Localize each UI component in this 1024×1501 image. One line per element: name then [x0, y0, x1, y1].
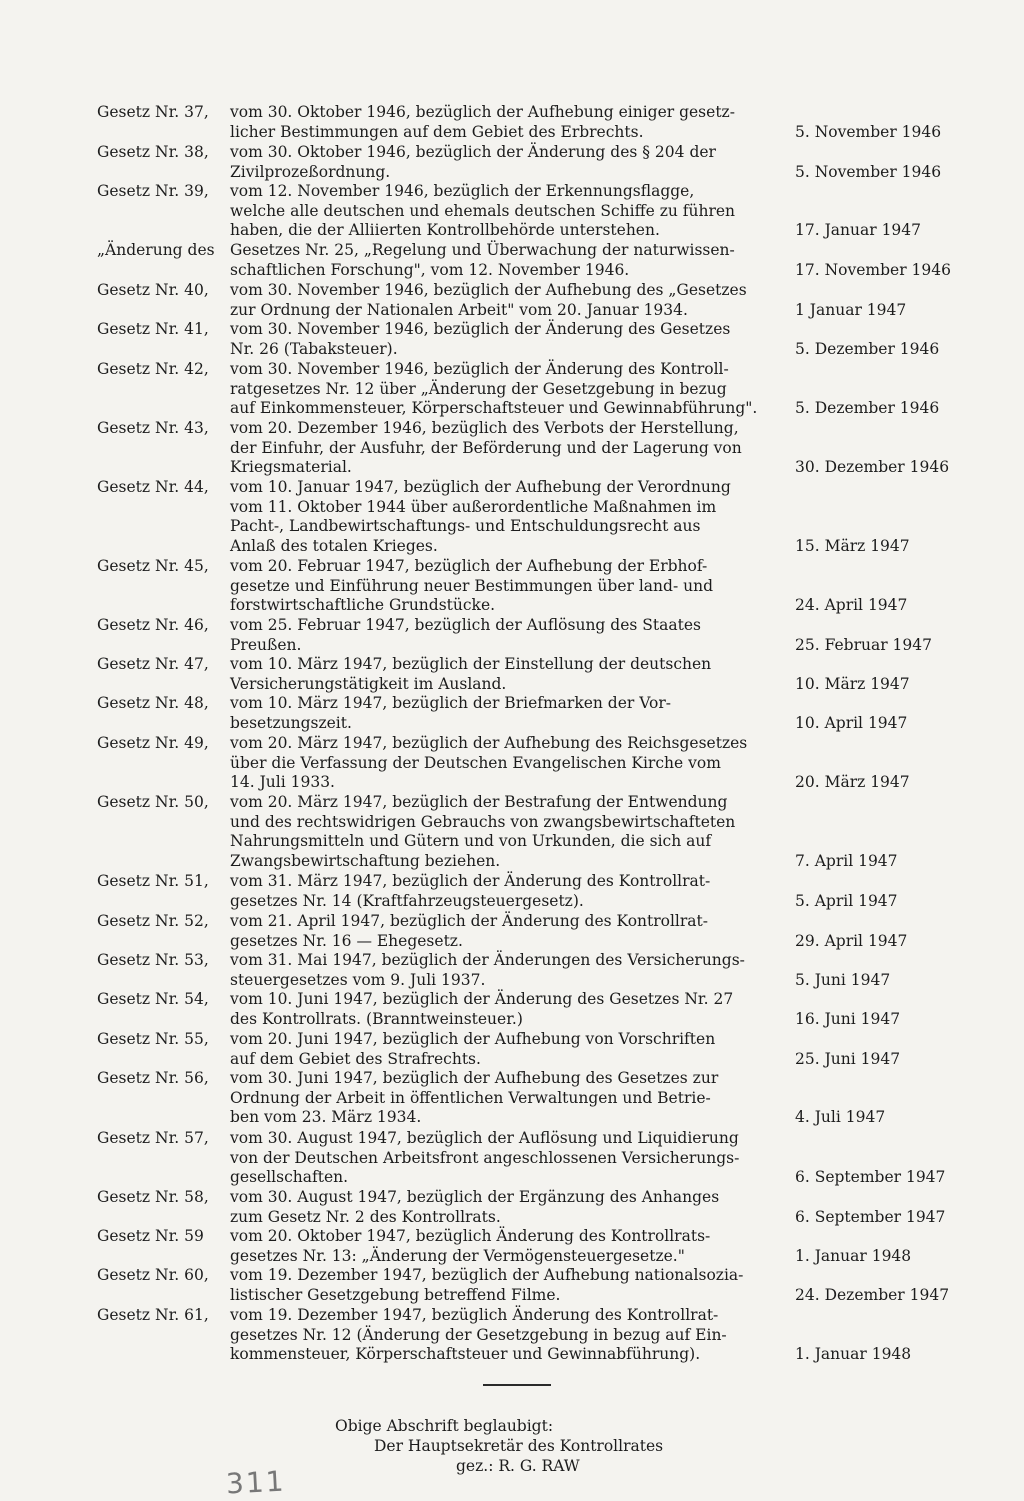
law-description-line: vom 19. Dezember 1947, bezüglich Änderung des Kontrollrat- [230, 1306, 719, 1324]
law-description-line: haben, die der Alliierten Kontrollbehörde unterstehen. [230, 221, 660, 240]
law-description-line: kommensteuer, Körperschaftsteuer und Gewinnabführung). [230, 1345, 701, 1364]
law-effective-date: 4. Juli 1947 [795, 1108, 886, 1127]
law-description [230, 694, 775, 733]
law-label: Gesetz Nr. 39, [97, 182, 209, 200]
law-description-line: welche alle deutschen und ehemals deutschen Schiffe zu führen [230, 201, 736, 220]
law-description-line: vom 30. Oktober 1946, bezüglich der Änderung des § 204 der [230, 143, 716, 161]
law-description-line: vom 10. März 1947, bezüglich der Briefmarken der Vor- [230, 694, 671, 712]
law-description-line: ratgesetzes Nr. 12 über „Änderung der Gesetzgebung in bezug [230, 379, 727, 398]
law-label: Gesetz Nr. 50, [97, 793, 209, 811]
law-description-line: über die Verfassung der Deutschen Evangelischen Kirche vom [230, 753, 721, 772]
law-description [230, 1266, 775, 1305]
law-description-line: Anlaß des totalen Krieges. [230, 537, 438, 556]
law-description [230, 912, 775, 951]
law-description [230, 557, 775, 616]
certification-signature: gez.: R. G. RAW [456, 1457, 580, 1475]
law-description-line: besetzungszeit. [230, 713, 352, 732]
law-description-line: vom 10. März 1947, bezüglich der Einstellung der deutschen [230, 655, 712, 673]
law-description-line: forstwirtschaftliche Grundstücke. [230, 596, 496, 615]
law-description-line: vom 31. März 1947, bezüglich der Änderung des Kontrollrat- [230, 872, 711, 890]
law-description-line: Nahrungsmitteln und Gütern und von Urkunden, die sich auf [230, 832, 712, 851]
law-description [230, 1069, 775, 1128]
law-description [230, 616, 775, 655]
law-description [230, 241, 775, 280]
law-effective-date: 25. Februar 1947 [795, 635, 932, 654]
law-description-line: vom 30. August 1947, bezüglich der Ergänzung des Anhanges [230, 1188, 720, 1206]
law-description [230, 182, 775, 241]
law-description-line: gesetzes Nr. 12 (Änderung der Gesetzgebung in bezug auf Ein- [230, 1325, 727, 1344]
law-label: Gesetz Nr. 42, [97, 360, 209, 378]
law-label: Gesetz Nr. 38, [97, 143, 209, 161]
law-description-line: schaftlichen Forschung", vom 12. November 1946. [230, 260, 630, 279]
law-description-line: vom 30. November 1946, bezüglich der Änderung des Kontroll- [230, 360, 729, 378]
law-effective-date: 1. Januar 1948 [795, 1345, 912, 1364]
law-effective-date: 29. April 1947 [795, 931, 908, 950]
certification-text: Obige Abschrift beglaubigt: [335, 1417, 554, 1435]
law-description-line: vom 20. Juni 1947, bezüglich der Aufhebung von Vorschriften [230, 1030, 716, 1048]
law-effective-date: 17. Januar 1947 [795, 221, 922, 240]
separator-line [483, 1384, 551, 1386]
handwritten-page-number: 311 [225, 1464, 287, 1501]
law-description [230, 1227, 775, 1266]
law-label: Gesetz Nr. 56, [97, 1069, 209, 1087]
law-description-line: gesetze und Einführung neuer Bestimmungen über land- und [230, 576, 713, 595]
law-effective-date: 5. Juni 1947 [795, 970, 891, 989]
law-description-line: vom 30. November 1946, bezüglich der Aufhebung des „Gesetzes [230, 281, 747, 299]
law-description-line: Kriegsmaterial. [230, 458, 352, 477]
law-label: Gesetz Nr. 51, [97, 872, 209, 890]
law-label: Gesetz Nr. 49, [97, 734, 209, 752]
law-description [230, 1129, 775, 1188]
law-description [230, 655, 775, 694]
law-description-line: vom 20. Oktober 1947, bezüglich Änderung des Kontrollrats- [230, 1227, 711, 1245]
law-label: Gesetz Nr. 58, [97, 1188, 209, 1206]
law-description-line: Pacht-, Landbewirtschaftungs- und Entschuldungsrecht aus [230, 517, 701, 536]
law-description-line: vom 19. Dezember 1947, bezüglich der Aufhebung nationalsozia- [230, 1266, 744, 1284]
law-description-line: vom 30. Juni 1947, bezüglich der Aufhebung des Gesetzes zur [230, 1069, 719, 1087]
law-description-line: licher Bestimmungen auf dem Gebiet des Erbrechts. [230, 122, 644, 141]
law-label: Gesetz Nr. 52, [97, 912, 209, 930]
law-effective-date: 5. April 1947 [795, 891, 898, 910]
law-description [230, 734, 775, 793]
law-effective-date: 5. Dezember 1946 [795, 339, 940, 358]
law-description-line: vom 10. Juni 1947, bezüglich der Änderung des Gesetzes Nr. 27 [230, 990, 734, 1008]
law-label: Gesetz Nr. 55, [97, 1030, 209, 1048]
law-effective-date: 20. März 1947 [795, 773, 910, 792]
law-description [230, 360, 775, 419]
law-description-line: vom 10. Januar 1947, bezüglich der Aufhebung der Verordnung [230, 478, 731, 496]
law-description-line: vom 20. Dezember 1946, bezüglich des Verbots der Herstellung, [230, 419, 739, 437]
law-description-line: vom 31. Mai 1947, bezüglich der Änderungen des Versicherungs- [230, 951, 745, 969]
law-description [230, 281, 775, 320]
law-description-line: Versicherungstätigkeit im Ausland. [230, 674, 507, 693]
law-description-line: ben vom 23. März 1934. [230, 1108, 422, 1127]
law-description-line: zur Ordnung der Nationalen Arbeit" vom 20. Januar 1934. [230, 300, 688, 319]
law-description-line: vom 21. April 1947, bezüglich der Änderung des Kontrollrat- [230, 912, 709, 930]
law-description-line: Preußen. [230, 635, 302, 654]
law-description-line: Gesetzes Nr. 25, „Regelung und Überwachung der naturwissen- [230, 241, 735, 259]
law-label: Gesetz Nr. 61, [97, 1306, 209, 1324]
law-description-line: Nr. 26 (Tabaksteuer). [230, 339, 398, 358]
law-effective-date: 17. November 1946 [795, 260, 951, 279]
law-description-line: auf Einkommensteuer, Körperschaftsteuer und Gewinnabführung". [230, 399, 758, 418]
law-label: Gesetz Nr. 45, [97, 557, 209, 575]
law-label: Gesetz Nr. 48, [97, 694, 209, 712]
law-label: Gesetz Nr. 60, [97, 1266, 209, 1284]
law-description-line: vom 12. November 1946, bezüglich der Erkennungsflagge, [230, 182, 695, 200]
certification-signatory: Der Hauptsekretär des Kontrollrates [374, 1437, 664, 1455]
law-description-line: Zwangsbewirtschaftung beziehen. [230, 852, 501, 871]
law-label: Gesetz Nr. 40, [97, 281, 209, 299]
law-label: Gesetz Nr. 59 [97, 1227, 204, 1245]
law-description-line: Zivilprozeßordnung. [230, 162, 391, 181]
law-description-line: listischer Gesetzgebung betreffend Filme. [230, 1285, 561, 1304]
law-label: Gesetz Nr. 41, [97, 320, 209, 338]
law-effective-date: 5. Dezember 1946 [795, 399, 940, 418]
law-description-line: auf dem Gebiet des Strafrechts. [230, 1049, 481, 1068]
law-description-line: vom 20. Februar 1947, bezüglich der Aufhebung der Erbhof- [230, 557, 708, 575]
law-effective-date: 7. April 1947 [795, 852, 898, 871]
law-effective-date: 10. März 1947 [795, 674, 910, 693]
law-description-line: gesetzes Nr. 16 — Ehegesetz. [230, 931, 463, 950]
law-description [230, 793, 775, 872]
law-label: Gesetz Nr. 57, [97, 1129, 209, 1147]
law-label: Gesetz Nr. 44, [97, 478, 209, 496]
law-description-line: der Einfuhr, der Ausfuhr, der Beförderung und der Lagerung von [230, 438, 742, 457]
law-description [230, 990, 775, 1029]
law-effective-date: 16. Juni 1947 [795, 1009, 901, 1028]
law-effective-date: 6. September 1947 [795, 1207, 946, 1226]
law-label: Gesetz Nr. 53, [97, 951, 209, 969]
law-effective-date: 10. April 1947 [795, 713, 908, 732]
law-effective-date: 6. September 1947 [795, 1168, 946, 1187]
law-label: Gesetz Nr. 54, [97, 990, 209, 1008]
law-description-line: vom 30. August 1947, bezüglich der Auflösung und Liquidierung [230, 1129, 739, 1147]
law-label: Gesetz Nr. 37, [97, 103, 209, 121]
law-description [230, 478, 775, 557]
law-description-line: vom 11. Oktober 1944 über außerordentliche Maßnahmen im [230, 497, 717, 516]
law-effective-date: 1. Januar 1948 [795, 1246, 912, 1265]
law-effective-date: 25. Juni 1947 [795, 1049, 901, 1068]
law-effective-date: 1 Januar 1947 [795, 300, 907, 319]
law-description-line: des Kontrollrats. (Branntweinsteuer.) [230, 1009, 523, 1028]
law-description [230, 419, 775, 478]
law-description [230, 1306, 775, 1365]
law-effective-date: 5. November 1946 [795, 162, 942, 181]
law-description-line: vom 20. März 1947, bezüglich der Bestrafung der Entwendung [230, 793, 728, 811]
law-label: Gesetz Nr. 46, [97, 616, 209, 634]
law-description-line: vom 20. März 1947, bezüglich der Aufhebung des Reichsgesetzes [230, 734, 748, 752]
law-description-line: vom 25. Februar 1947, bezüglich der Auflösung des Staates [230, 616, 701, 634]
law-description [230, 1188, 775, 1227]
law-description-line: gesetzes Nr. 14 (Kraftfahrzeugsteuergesetz). [230, 891, 584, 910]
law-description-line: zum Gesetz Nr. 2 des Kontrollrats. [230, 1207, 501, 1226]
law-description [230, 1030, 775, 1069]
law-description [230, 103, 775, 142]
law-effective-date: 5. November 1946 [795, 122, 942, 141]
law-description-line: Ordnung der Arbeit in öffentlichen Verwaltungen und Betrie- [230, 1088, 711, 1107]
law-description-line: von der Deutschen Arbeitsfront angeschlossenen Versicherungs- [230, 1148, 740, 1167]
law-label: Gesetz Nr. 47, [97, 655, 209, 673]
law-description [230, 872, 775, 911]
law-description [230, 320, 775, 359]
law-description [230, 951, 775, 990]
law-effective-date: 15. März 1947 [795, 537, 910, 556]
law-effective-date: 24. April 1947 [795, 596, 908, 615]
law-effective-date: 24. Dezember 1947 [795, 1285, 950, 1304]
law-description-line: vom 30. November 1946, bezüglich der Änderung des Gesetzes [230, 320, 731, 338]
law-description-line: und des rechtswidrigen Gebrauchs von zwangsbewirtschafteten [230, 812, 736, 831]
law-description-line: gesellschaften. [230, 1168, 349, 1187]
law-description-line: vom 30. Oktober 1946, bezüglich der Aufhebung einiger gesetz- [230, 103, 735, 121]
law-label: Gesetz Nr. 43, [97, 419, 209, 437]
law-description [230, 143, 775, 182]
law-description-line: steuergesetzes vom 9. Juli 1937. [230, 970, 486, 989]
law-effective-date: 30. Dezember 1946 [795, 458, 950, 477]
law-description-line: 14. Juli 1933. [230, 773, 335, 792]
law-description-line: gesetzes Nr. 13: „Änderung der Vermögensteuergesetze." [230, 1246, 685, 1265]
law-label: „Änderung des [97, 241, 215, 259]
